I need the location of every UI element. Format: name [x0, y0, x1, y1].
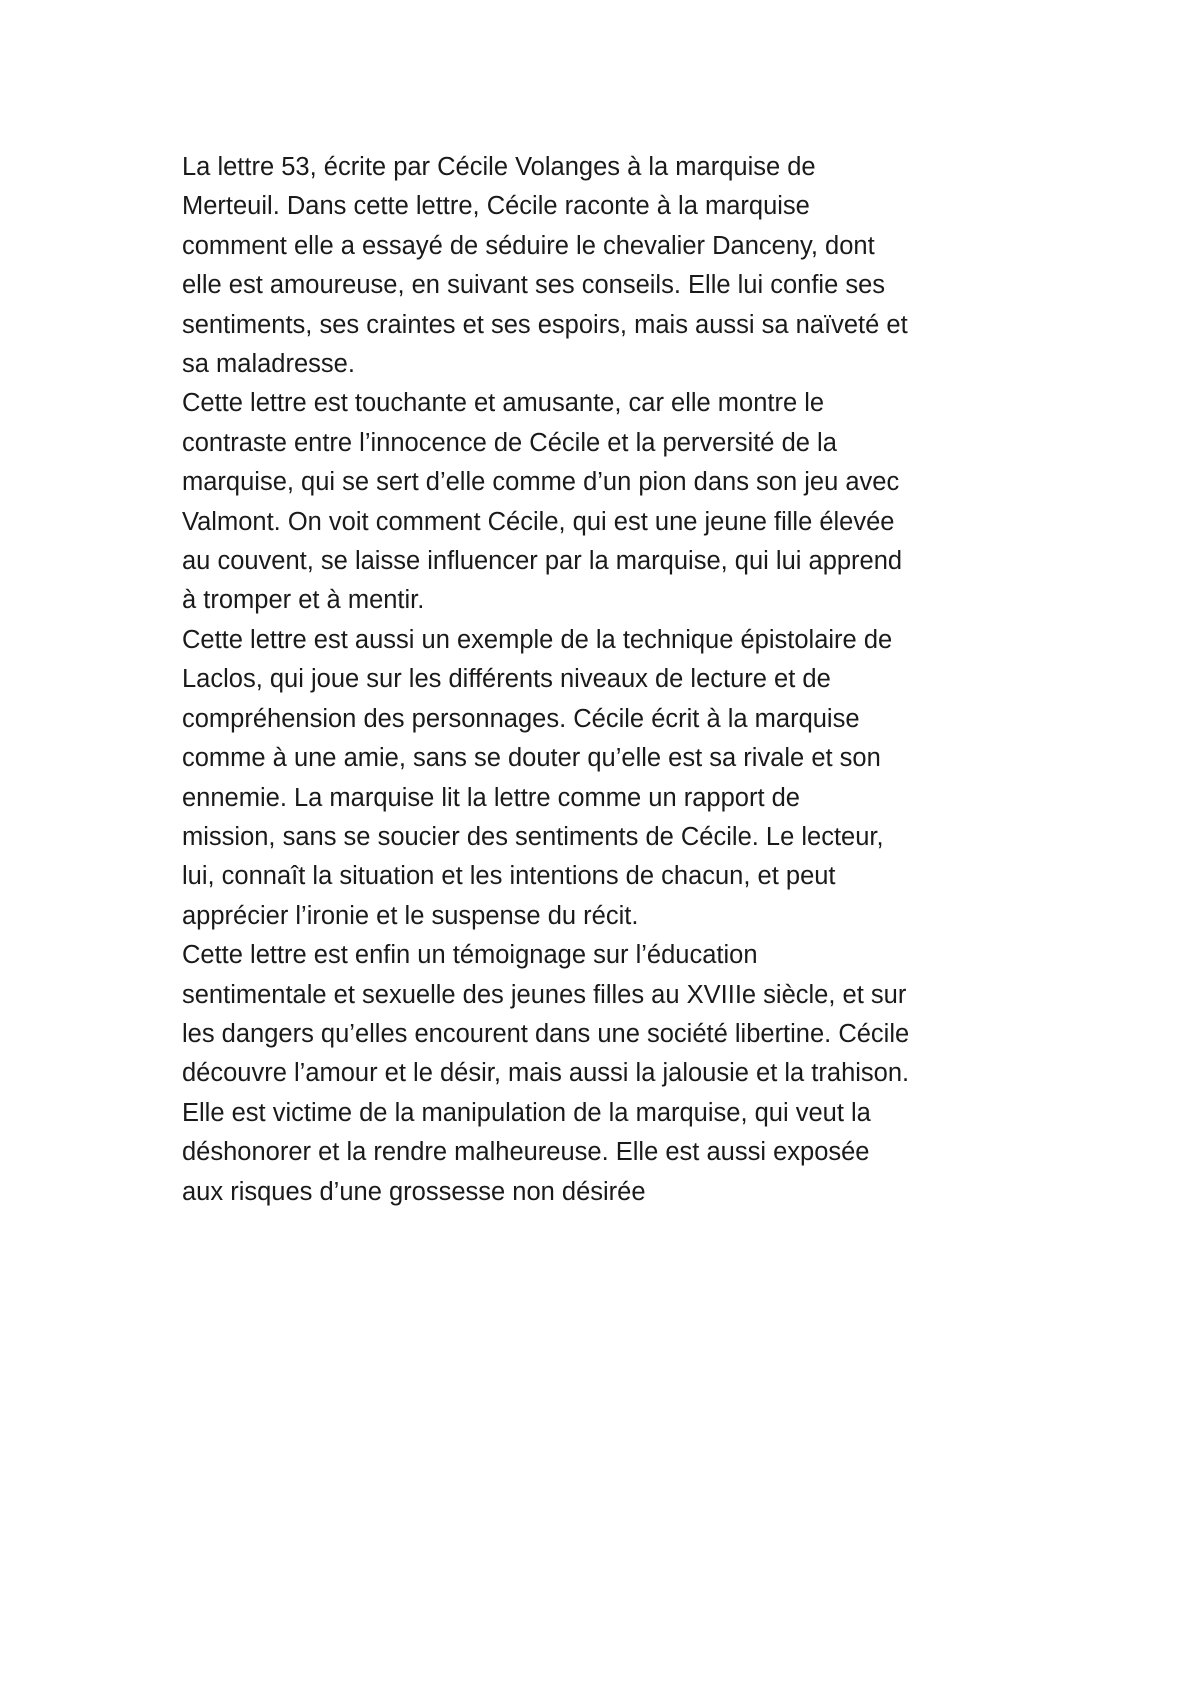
text-line: à tromper et à mentir. [182, 586, 425, 615]
text-line: comme à une amie, sans se douter qu’elle est sa rivale et son [182, 744, 881, 773]
text-line: Cette lettre est aussi un exemple de la technique épistolaire de [182, 625, 893, 654]
text-line: Merteuil. Dans cette lettre, Cécile raconte à la marquise [182, 192, 810, 221]
text-line: comment elle a essayé de séduire le chevalier Danceny, dont [182, 231, 875, 260]
text-line: La lettre 53, écrite par Cécile Volanges à la marquise de [182, 153, 816, 181]
text-line: déshonorer et la rendre malheureuse. Elle est aussi exposée [182, 1138, 870, 1167]
text-line: aux risques d’une grossesse non désirée [182, 1177, 646, 1206]
text-line: Cette lettre est enfin un témoignage sur l’éducation [182, 941, 758, 970]
text-line: compréhension des personnages. Cécile écrit à la marquise [182, 704, 860, 733]
text-line: Valmont. On voit comment Cécile, qui est une jeune fille élevée [182, 507, 895, 536]
text-line: au couvent, se laisse influencer par la marquise, qui lui apprend [182, 547, 903, 576]
document-body [182, 148, 1062, 1212]
text-line: lui, connaît la situation et les intentions de chacun, et peut [182, 862, 836, 891]
text-line: sa maladresse. [182, 350, 355, 379]
text-line: Cette lettre est touchante et amusante, car elle montre le [182, 389, 825, 418]
text-line: marquise, qui se sert d’elle comme d’un pion dans son jeu avec [182, 468, 900, 497]
text-line: les dangers qu’elles encourent dans une société libertine. Cécile [182, 1019, 910, 1048]
text-line: sentiments, ses craintes et ses espoirs, mais aussi sa naïveté et [182, 310, 908, 339]
text-line: contraste entre l’innocence de Cécile et la perversité de la [182, 428, 837, 457]
text-line: elle est amoureuse, en suivant ses conseils. Elle lui confie ses [182, 271, 886, 300]
text-line: Laclos, qui joue sur les différents niveaux de lecture et de [182, 665, 831, 694]
text-line: mission, sans se soucier des sentiments de Cécile. Le lecteur, [182, 822, 884, 851]
text-line: apprécier l’ironie et le suspense du récit. [182, 901, 639, 930]
text-line: sentimentale et sexuelle des jeunes filles au XVIIIe siècle, et sur [182, 980, 907, 1009]
text-line: ennemie. La marquise lit la lettre comme un rapport de [182, 783, 800, 812]
text-line: découvre l’amour et le désir, mais aussi la jalousie et la trahison. [182, 1059, 910, 1088]
text-line: Elle est victime de la manipulation de la marquise, qui veut la [182, 1098, 871, 1127]
